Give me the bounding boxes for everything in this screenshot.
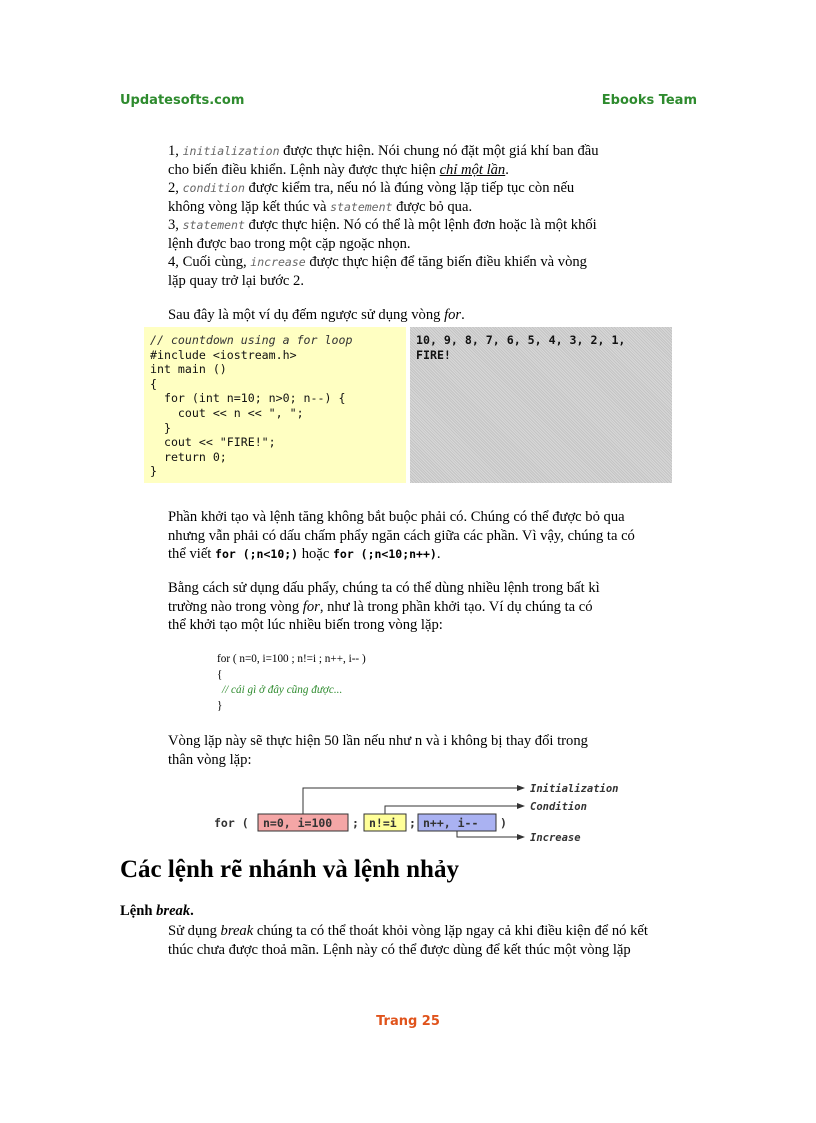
code-line: #include <iostream.h>	[150, 347, 297, 362]
paragraph-line: Bằng cách sử dụng dấu phẩy, chúng ta có thể dùng nhiều lệnh trong bất kì	[168, 580, 600, 596]
inline-code: for (;n<10;)	[215, 547, 299, 561]
diagram-arrowhead	[517, 803, 525, 809]
step-3-text: được thực hiện. Nó có thể là một lệnh đơn hoặc là một khối	[244, 217, 597, 233]
diagram-label-inc: Increase	[530, 832, 581, 844]
code-line: for (int n=10; n>0; n--) {	[150, 391, 346, 406]
code-line: cout << "FIRE!";	[150, 435, 276, 450]
paragraph-line	[168, 598, 708, 617]
step-1-cont	[168, 161, 708, 180]
diagram-label-cond: Condition	[530, 801, 587, 813]
page-number: Trang 25	[376, 1014, 440, 1029]
emphasis: break	[220, 923, 254, 939]
paragraph-line: Vòng lặp này sẽ thực hiện 50 lần nếu như n và i không bị thay đổi trong	[168, 733, 588, 749]
diagram-semicolon: ;	[409, 816, 416, 830]
output-line: FIRE!	[416, 347, 451, 362]
step-1-text-b: cho biến điều khiển. Lệnh này được thực hiện	[168, 161, 440, 178]
diagram-inc-connector	[457, 831, 517, 837]
diagram-arrowhead	[517, 785, 525, 791]
step-2-keyword: condition	[182, 181, 245, 195]
text: Lệnh	[120, 903, 157, 919]
header-team: Ebooks Team	[601, 93, 697, 108]
step-4-text: được thực hiện để tăng biến điều khiển và vòng	[305, 254, 587, 270]
text: chúng ta có thể thoát khỏi vòng lặp ngay cả khi điều kiện để nó kết	[253, 923, 648, 939]
text: hoặc	[298, 546, 333, 562]
paragraph-line: thúc chưa được thoả mãn. Lệnh này có thể được dùng để kết thúc một vòng lặp	[168, 941, 631, 958]
step-2-cont	[168, 198, 708, 217]
step-2-num: 2,	[168, 180, 183, 196]
step-4	[168, 253, 708, 272]
step-2-text: được kiểm tra, nếu nó là đúng vòng lặp tiếp tục còn nếu	[244, 180, 575, 196]
paragraph-line	[168, 922, 708, 941]
code-example	[144, 327, 406, 483]
step-1-emphasis: chỉ một lần	[439, 161, 506, 178]
diagram-arrowhead	[517, 834, 525, 840]
step-4-keyword: increase	[250, 255, 306, 269]
step-1	[168, 142, 708, 161]
step-3-keyword: statement	[182, 218, 245, 232]
intro-emphasis: for	[444, 307, 462, 323]
step-3-cont: lệnh được bao trong một cặp ngoặc nhọn.	[168, 235, 411, 252]
paragraph-line: nhưng vẫn phải có dấu chấm phẩy ngăn cách giữa các phần. Vì vậy, chúng ta có	[168, 527, 635, 544]
step-4-cont: lặp quay trở lại bước 2.	[168, 272, 305, 289]
for-loop-diagram	[212, 775, 652, 850]
diagram-cond-text: n!=i	[369, 816, 397, 830]
code-line: for ( n=0, i=100 ; n!=i ; n++, i-- )	[217, 653, 366, 665]
code-line: // countdown using a for loop	[150, 333, 353, 347]
step-1-keyword: initialization	[182, 144, 280, 158]
paragraph-optional	[168, 508, 708, 564]
step-1-end: .	[505, 161, 509, 178]
intro-text: Sau đây là một ví dụ đếm ngược sử dụng vòng	[168, 307, 445, 323]
paragraph-line: thân vòng lặp:	[168, 751, 252, 768]
code-comment: // cái gì ở đây cũng được...	[222, 684, 343, 696]
diagram-semicolon: ;	[352, 816, 359, 830]
diagram-init-text: n=0, i=100	[263, 816, 333, 830]
code-line: cout << n << ", ";	[150, 405, 304, 420]
step-2-text-c: được bỏ qua.	[392, 198, 473, 215]
text: .	[190, 903, 194, 919]
paragraph-fifty	[168, 732, 708, 769]
step-1-num: 1,	[168, 143, 183, 159]
step-3-num: 3,	[168, 217, 183, 233]
diagram-inc-text: n++, i--	[423, 816, 479, 830]
section-title: Các lệnh rẽ nhánh và lệnh nhảy	[120, 856, 459, 883]
paragraph-line: thể khởi tạo một lúc nhiều biến trong vòng lặp:	[168, 617, 443, 633]
text: thể viết	[168, 546, 216, 562]
diagram-cond-connector	[385, 806, 517, 814]
diagram-for-keyword: for (	[214, 816, 249, 830]
code-line: }	[217, 699, 223, 712]
inline-code: for (;n<10;n++)	[332, 547, 437, 561]
paragraph-comma	[168, 579, 708, 635]
intro-end: .	[461, 307, 465, 323]
diagram-init-connector	[303, 788, 517, 814]
step-2-keyword-2: statement	[330, 199, 393, 214]
code-line: }	[150, 420, 171, 435]
step-3	[168, 216, 708, 235]
subsection-break	[120, 903, 194, 920]
diagram-close-paren: )	[500, 816, 507, 830]
code-output	[410, 327, 672, 483]
step-1-text: được thực hiện. Nói chung nó đặt một giá khí ban đầu	[279, 143, 599, 159]
steps-list	[168, 142, 708, 290]
text: , như là trong phần khởi tạo. Ví dụ chúng ta có	[319, 598, 593, 615]
paragraph-line: Phần khởi tạo và lệnh tăng không bắt buộc phải có. Chúng có thể được bỏ qua	[168, 509, 625, 525]
step-4-num: 4, Cuối cùng,	[168, 254, 251, 270]
step-2	[168, 179, 708, 198]
paragraph-break	[168, 922, 708, 959]
output-line: 10, 9, 8, 7, 6, 5, 4, 3, 2, 1,	[416, 333, 626, 347]
step-2-text-b: không vòng lặp kết thúc và	[168, 198, 331, 215]
text: trường nào trong vòng	[168, 598, 303, 615]
emphasis: for	[302, 598, 320, 615]
code-line: {	[217, 668, 223, 681]
code-line: return 0;	[150, 449, 227, 464]
text: Sử dụng	[168, 923, 221, 939]
multi-var-code	[217, 652, 366, 714]
intro-line	[168, 306, 708, 325]
code-line: }	[150, 464, 157, 479]
paragraph-line	[168, 545, 708, 564]
diagram-label-init: Initialization	[530, 783, 619, 795]
code-line: int main ()	[150, 362, 227, 377]
header-site: Updatesofts.com	[120, 93, 245, 108]
emphasis: break	[156, 903, 191, 919]
code-line: {	[150, 376, 157, 391]
text: .	[436, 546, 441, 562]
